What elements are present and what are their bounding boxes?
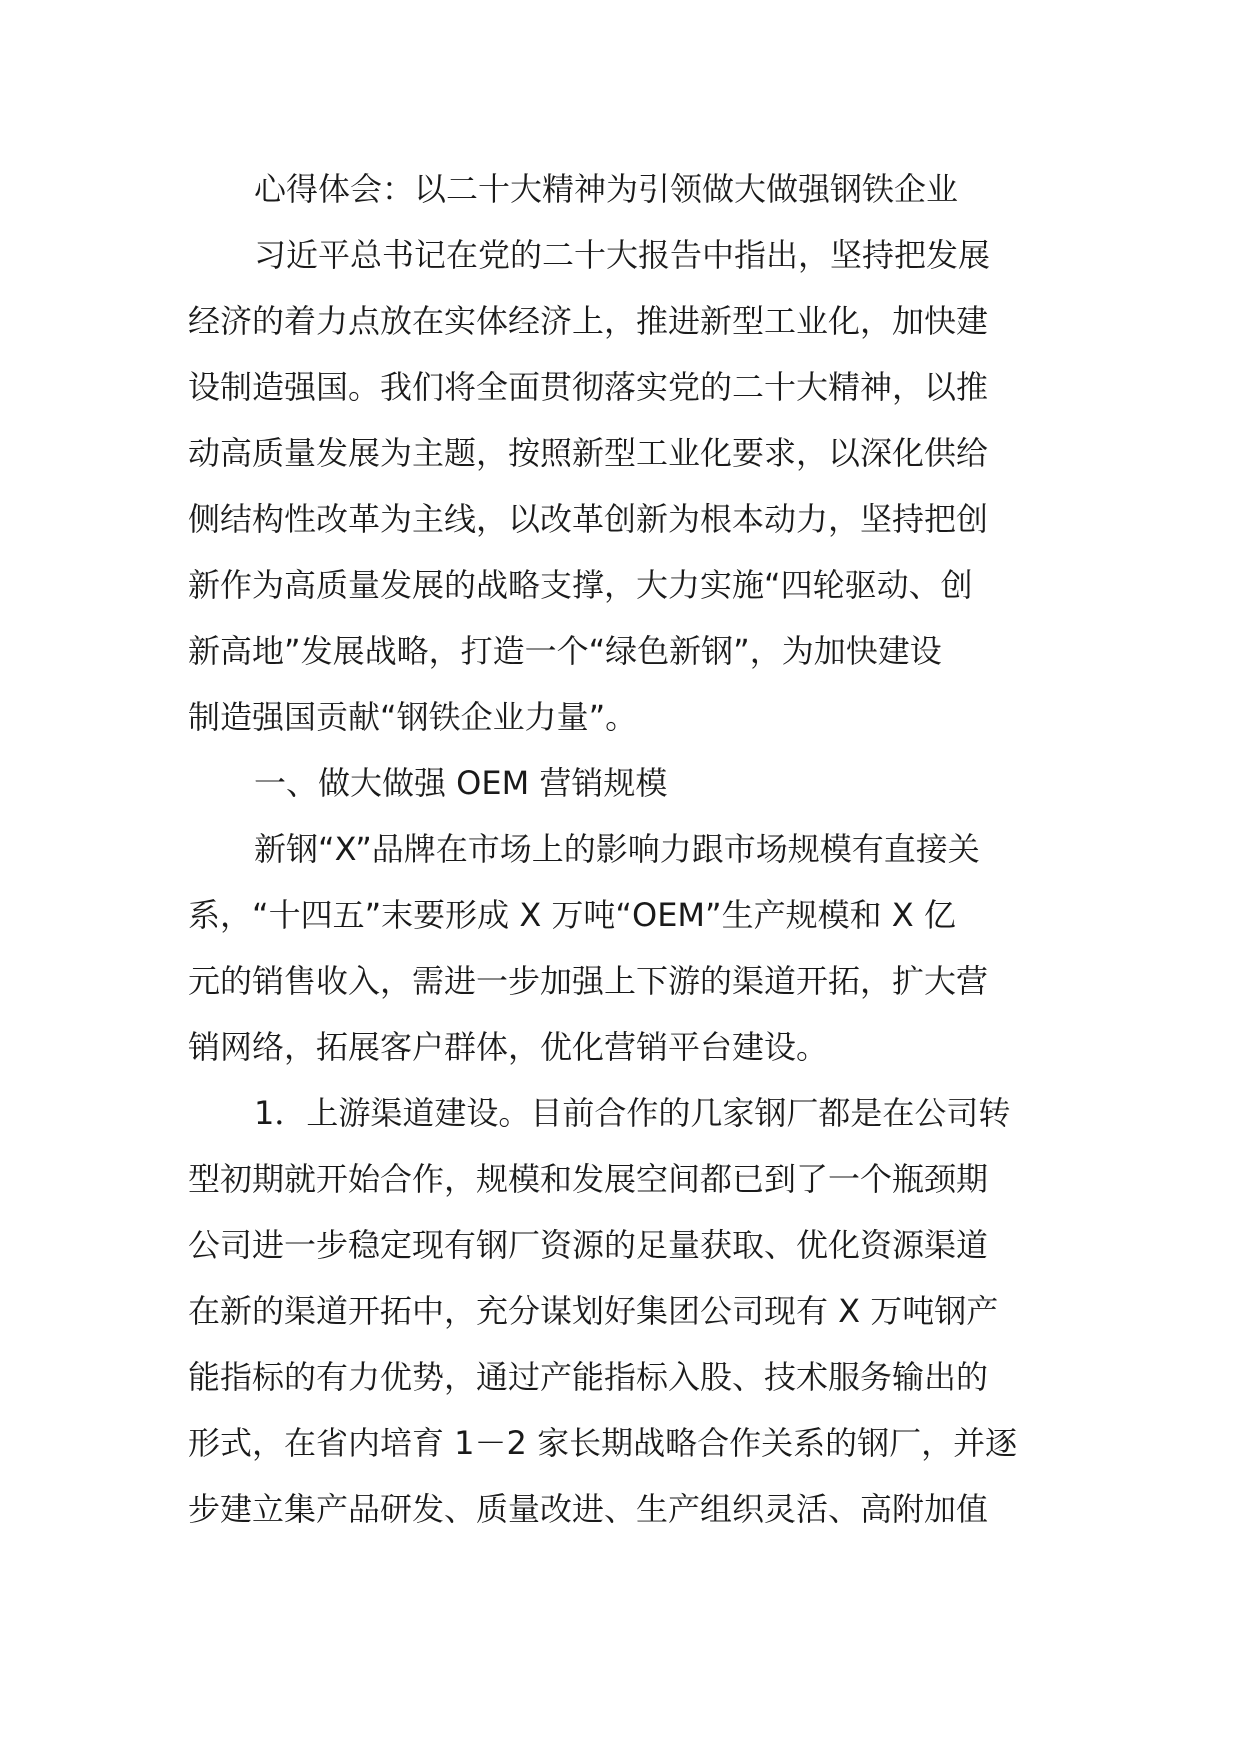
text-line: 元的销售收入，需进一步加强上下游的渠道开拓，扩大营 (188, 962, 989, 1000)
text-line: 经济的着力点放在实体经济上，推进新型工业化，加快建 (188, 302, 989, 340)
text-line: 在新的渠道开拓中，充分谋划好集团公司现有 X 万吨钢产 (188, 1292, 999, 1330)
text-line: 习近平总书记在党的二十大报告中指出，坚持把发展 (254, 236, 991, 274)
text-line: 系，“十四五”末要形成 X 万吨“OEM”生产规模和 X 亿 (188, 896, 956, 934)
text-line: 设制造强国。我们将全面贯彻落实党的二十大精神，以推 (188, 368, 989, 406)
text-line: 1．上游渠道建设。目前合作的几家钢厂都是在公司转 (254, 1094, 1011, 1132)
text-line: 步建立集产品研发、质量改进、生产组织灵活、高附加值 (188, 1490, 989, 1528)
text-line: 能指标的有力优势，通过产能指标入股、技术服务输出的 (188, 1358, 989, 1396)
text-line: 新钢“X”品牌在市场上的影响力跟市场规模有直接关 (254, 830, 980, 868)
text-line: 型初期就开始合作，规模和发展空间都已到了一个瓶颈期 (188, 1160, 989, 1198)
document-lines (188, 222, 1058, 1542)
text-line: 制造强国贡献“钢铁企业力量”。 (188, 698, 638, 736)
text-line: 新作为高质量发展的战略支撑，大力实施“四轮驱动、创 (188, 566, 973, 604)
text-line: 侧结构性改革为主线，以改革创新为根本动力，坚持把创 (188, 500, 989, 538)
document-title: 心得体会：以二十大精神为引领做大做强钢铁企业 (254, 170, 959, 208)
text-line: 销网络，拓展客户群体，优化营销平台建设。 (188, 1028, 829, 1066)
text-line: 动高质量发展为主题，按照新型工业化要求，以深化供给 (188, 434, 989, 472)
text-line: 公司进一步稳定现有钢厂资源的足量获取、优化资源渠道 (188, 1226, 989, 1264)
text-line: 一、做大做强 OEM 营销规模 (254, 764, 668, 802)
text-line: 形式，在省内培育 1－2 家长期战略合作关系的钢厂，并逐 (188, 1424, 1018, 1462)
document-body (188, 156, 1058, 1542)
text-line: 新高地”发展战略，打造一个“绿色新钢”，为加快建设 (188, 632, 942, 670)
